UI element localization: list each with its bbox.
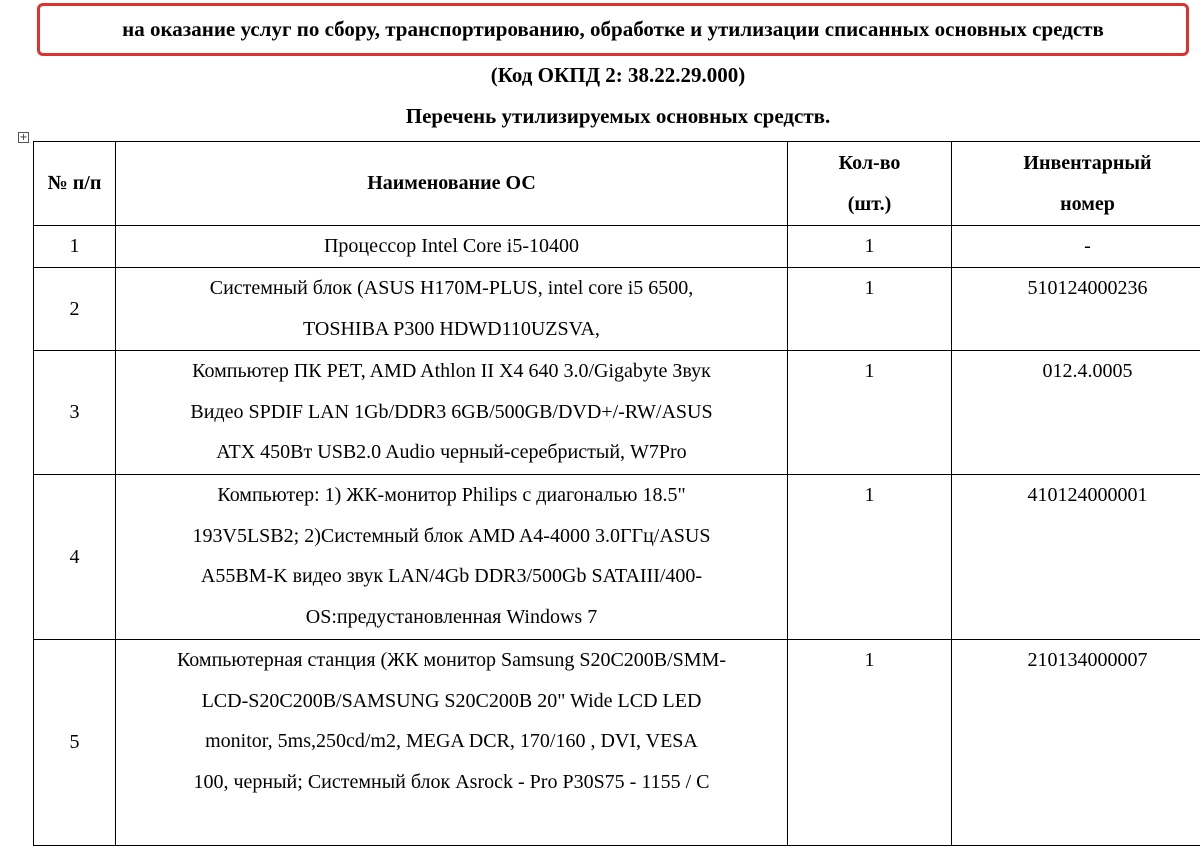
highlighted-title-box: [37, 3, 1189, 56]
row-number-cell: [34, 226, 116, 268]
row-number: 2: [34, 289, 115, 330]
row-number-cell: [34, 475, 116, 640]
row-quantity-cell: [788, 226, 952, 268]
row-name: Компьютер ПК PET, AMD Athlon II X4 640 3.0/Gigabyte Звук Видео SPDIF LAN 1Gb/DDR3 6GB/500GB/DVD+/-RW/ASUS ATX 450Вт USB2.0 Audio черный-серебристый, W7Pro: [116, 351, 787, 473]
row-quantity-cell: [788, 640, 952, 846]
row-number-cell: [34, 351, 116, 475]
row-number-cell: [34, 268, 116, 351]
header-name-label: Наименование ОС: [116, 163, 787, 204]
row-quantity: 1: [788, 475, 951, 516]
row-inventory-cell: [952, 268, 1200, 351]
row-inventory: 510124000236: [952, 268, 1200, 309]
row-quantity: 1: [788, 351, 951, 392]
assets-table: [33, 141, 1200, 846]
table-row: [34, 268, 1200, 351]
row-inventory-cell: [952, 226, 1200, 268]
list-heading: Перечень утилизируемых основных средств.: [0, 104, 1200, 129]
header-name: [116, 142, 788, 226]
row-inventory: -: [952, 226, 1200, 267]
row-quantity-cell: [788, 351, 952, 475]
table-row: [34, 226, 1200, 268]
row-inventory: 210134000007: [952, 640, 1200, 681]
row-name: Системный блок (ASUS H170M-PLUS, intel core i5 6500, TOSHIBA P300 HDWD110UZSVA,: [116, 268, 787, 349]
row-number: 3: [34, 392, 115, 433]
header-number: [34, 142, 116, 226]
row-number: 4: [34, 537, 115, 578]
row-number-cell: [34, 640, 116, 846]
row-name: Компьютер: 1) ЖК-монитор Philips с диагональю 18.5" 193V5LSB2; 2)Системный блок AMD A4-4000 3.0ГГц/ASUS A55BM-K видео звук LAN/4Gb DDR3/500Gb SATAIII/400- OS:предустановленная Windows 7: [116, 475, 787, 637]
row-quantity: 1: [788, 640, 951, 681]
row-number: 5: [34, 722, 115, 763]
header-quantity: [788, 142, 952, 226]
row-name-cell: [116, 475, 788, 640]
table-row: [34, 640, 1200, 846]
table-header-row: [34, 142, 1200, 226]
row-quantity-cell: [788, 268, 952, 351]
row-inventory-cell: [952, 351, 1200, 475]
row-name-cell: [116, 351, 788, 475]
row-name: Процессор Intel Core i5-10400: [116, 226, 787, 267]
table-row: [34, 475, 1200, 640]
row-inventory: 012.4.0005: [952, 351, 1200, 392]
table-move-handle-icon[interactable]: +: [18, 132, 29, 143]
row-name-cell: [116, 640, 788, 846]
okpd-code-heading: (Код ОКПД 2: 38.22.29.000): [0, 63, 1200, 88]
row-name-cell: [116, 268, 788, 351]
row-inventory-cell: [952, 475, 1200, 640]
header-quantity-label: Кол-во (шт.): [788, 143, 951, 224]
row-name: Компьютерная станция (ЖК монитор Samsung S20C200B/SMM- LCD-S20C200B/SAMSUNG S20C200B 20" Wide LCD LED monitor, 5ms,250cd/m2, MEGA DCR, 170/160 , DVI, VESA 100, черный; Системный блок Asrock - Pro P30S75 - 1155 / C: [116, 640, 787, 802]
table-row: [34, 351, 1200, 475]
header-inventory: [952, 142, 1200, 226]
row-quantity-cell: [788, 475, 952, 640]
header-number-label: № п/п: [34, 163, 115, 204]
header-inventory-label: Инвентарный номер: [952, 143, 1200, 224]
row-name-cell: [116, 226, 788, 268]
row-quantity: 1: [788, 268, 951, 309]
row-inventory: 410124000001: [952, 475, 1200, 516]
row-number: 1: [34, 226, 115, 267]
document-title-line: на оказание услуг по сбору, транспортированию, обработке и утилизации списанных основных средств: [122, 17, 1104, 42]
row-inventory-cell: [952, 640, 1200, 846]
row-quantity: 1: [788, 226, 951, 267]
